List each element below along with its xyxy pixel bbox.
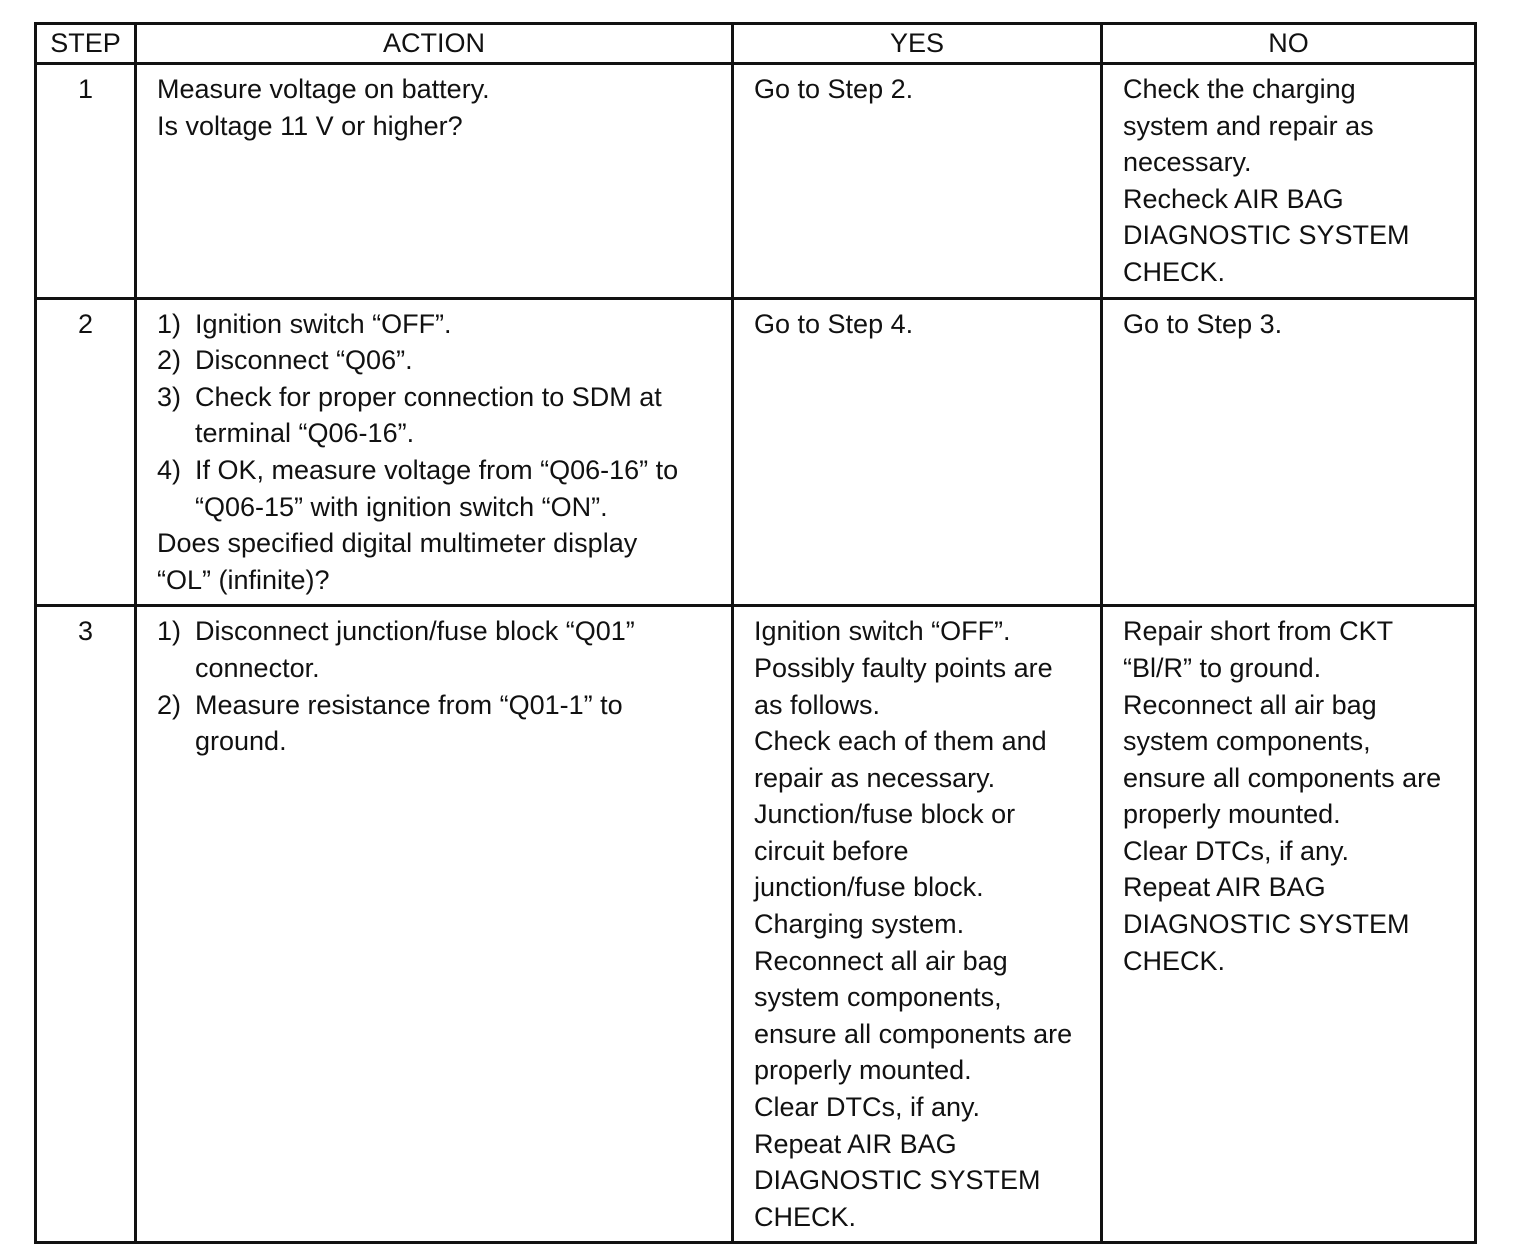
header-action: ACTION [136, 24, 733, 64]
step-number: 2 [36, 298, 136, 606]
no-line: CHECK. [1123, 945, 1226, 976]
yes-line: properly mounted. [754, 1055, 972, 1086]
no-line: ensure all components are [1123, 762, 1442, 793]
no-line: “Bl/R” to ground. [1123, 652, 1322, 683]
no-line: Clear DTCs, if any. [1123, 835, 1350, 866]
yes-line: CHECK. [754, 1201, 857, 1232]
action-cell [136, 298, 733, 606]
step-number: 1 [36, 64, 136, 299]
header-row [36, 24, 1476, 64]
no-line: system and repair as [1123, 110, 1374, 141]
no-line: Repeat AIR BAG [1123, 872, 1326, 903]
action-step-number: 2) [157, 345, 182, 376]
action-line: terminal “Q06-16”. [195, 418, 415, 449]
table-row [36, 64, 1476, 299]
no-line: Recheck AIR BAG [1123, 183, 1344, 214]
action-line: “Q06-15” with ignition switch “ON”. [195, 491, 608, 522]
yes-line: repair as necessary. [754, 762, 996, 793]
action-line: Disconnect junction/fuse block “Q01” [195, 616, 635, 647]
action-line: If OK, measure voltage from “Q06-16” to [195, 454, 679, 485]
action-step-item [157, 687, 721, 760]
action-step-item [157, 452, 721, 525]
diagnostic-table [34, 22, 1477, 1244]
yes-line: Charging system. [754, 909, 965, 940]
action-question: “OL” (infinite)? [157, 564, 330, 595]
no-cell [1102, 298, 1476, 606]
yes-line: Clear DTCs, if any. [754, 1092, 981, 1123]
action-steps-list [157, 613, 721, 759]
yes-line: circuit before [754, 835, 909, 866]
action-step-item [157, 379, 721, 452]
action-question: Does specified digital multimeter display [157, 528, 638, 559]
no-line: properly mounted. [1123, 799, 1341, 830]
no-line: Repair short from CKT [1123, 616, 1394, 647]
yes-line: Possibly faulty points are [754, 652, 1053, 683]
action-step-item [157, 342, 721, 379]
no-line: CHECK. [1123, 256, 1226, 287]
yes-line: as follows. [754, 689, 881, 720]
yes-line: Go to Step 2. [754, 74, 914, 104]
action-line: connector. [195, 652, 320, 683]
action-cell [136, 64, 733, 299]
action-line: Disconnect “Q06”. [195, 345, 413, 376]
table-row [36, 298, 1476, 606]
no-line: Check the charging [1123, 74, 1356, 104]
yes-line: Repeat AIR BAG [754, 1128, 957, 1159]
yes-line: system components, [754, 982, 1002, 1013]
action-line: ground. [195, 726, 287, 757]
table-row [36, 606, 1476, 1243]
yes-line: DIAGNOSTIC SYSTEM [754, 1165, 1041, 1196]
action-step-number: 1) [157, 308, 182, 339]
action-step-item [157, 306, 721, 343]
no-line: DIAGNOSTIC SYSTEM [1123, 220, 1410, 251]
yes-line: Check each of them and [754, 726, 1047, 757]
yes-line: Go to Step 4. [754, 308, 914, 339]
yes-line: Junction/fuse block or [754, 799, 1016, 830]
action-line: Ignition switch “OFF”. [195, 308, 452, 339]
yes-line: junction/fuse block. [754, 872, 984, 903]
action-line: Measure resistance from “Q01-1” to [195, 689, 623, 720]
action-step-number: 1) [157, 616, 182, 647]
no-line: DIAGNOSTIC SYSTEM [1123, 909, 1410, 940]
step-number: 3 [36, 606, 136, 1243]
yes-line: Reconnect all air bag [754, 945, 1008, 976]
no-line: Reconnect all air bag [1123, 689, 1377, 720]
action-line: Measure voltage on battery. [157, 74, 490, 104]
header-no: NO [1102, 24, 1476, 64]
action-step-item [157, 613, 721, 686]
action-cell [136, 606, 733, 1243]
action-line: Check for proper connection to SDM at [195, 381, 662, 412]
no-cell [1102, 64, 1476, 299]
yes-line: Ignition switch “OFF”. [754, 616, 1011, 647]
action-line: Is voltage 11 V or higher? [157, 110, 463, 141]
yes-cell [733, 606, 1102, 1243]
action-steps-list [157, 306, 721, 526]
no-line: Go to Step 3. [1123, 308, 1283, 339]
header-step: STEP [36, 24, 136, 64]
no-line: necessary. [1123, 147, 1252, 178]
action-step-number: 3) [157, 381, 182, 412]
no-cell [1102, 606, 1476, 1243]
yes-line: ensure all components are [754, 1018, 1073, 1049]
header-yes: YES [733, 24, 1102, 64]
yes-cell [733, 298, 1102, 606]
no-line: system components, [1123, 726, 1371, 757]
yes-cell [733, 64, 1102, 299]
action-step-number: 4) [157, 454, 182, 485]
action-step-number: 2) [157, 689, 182, 720]
